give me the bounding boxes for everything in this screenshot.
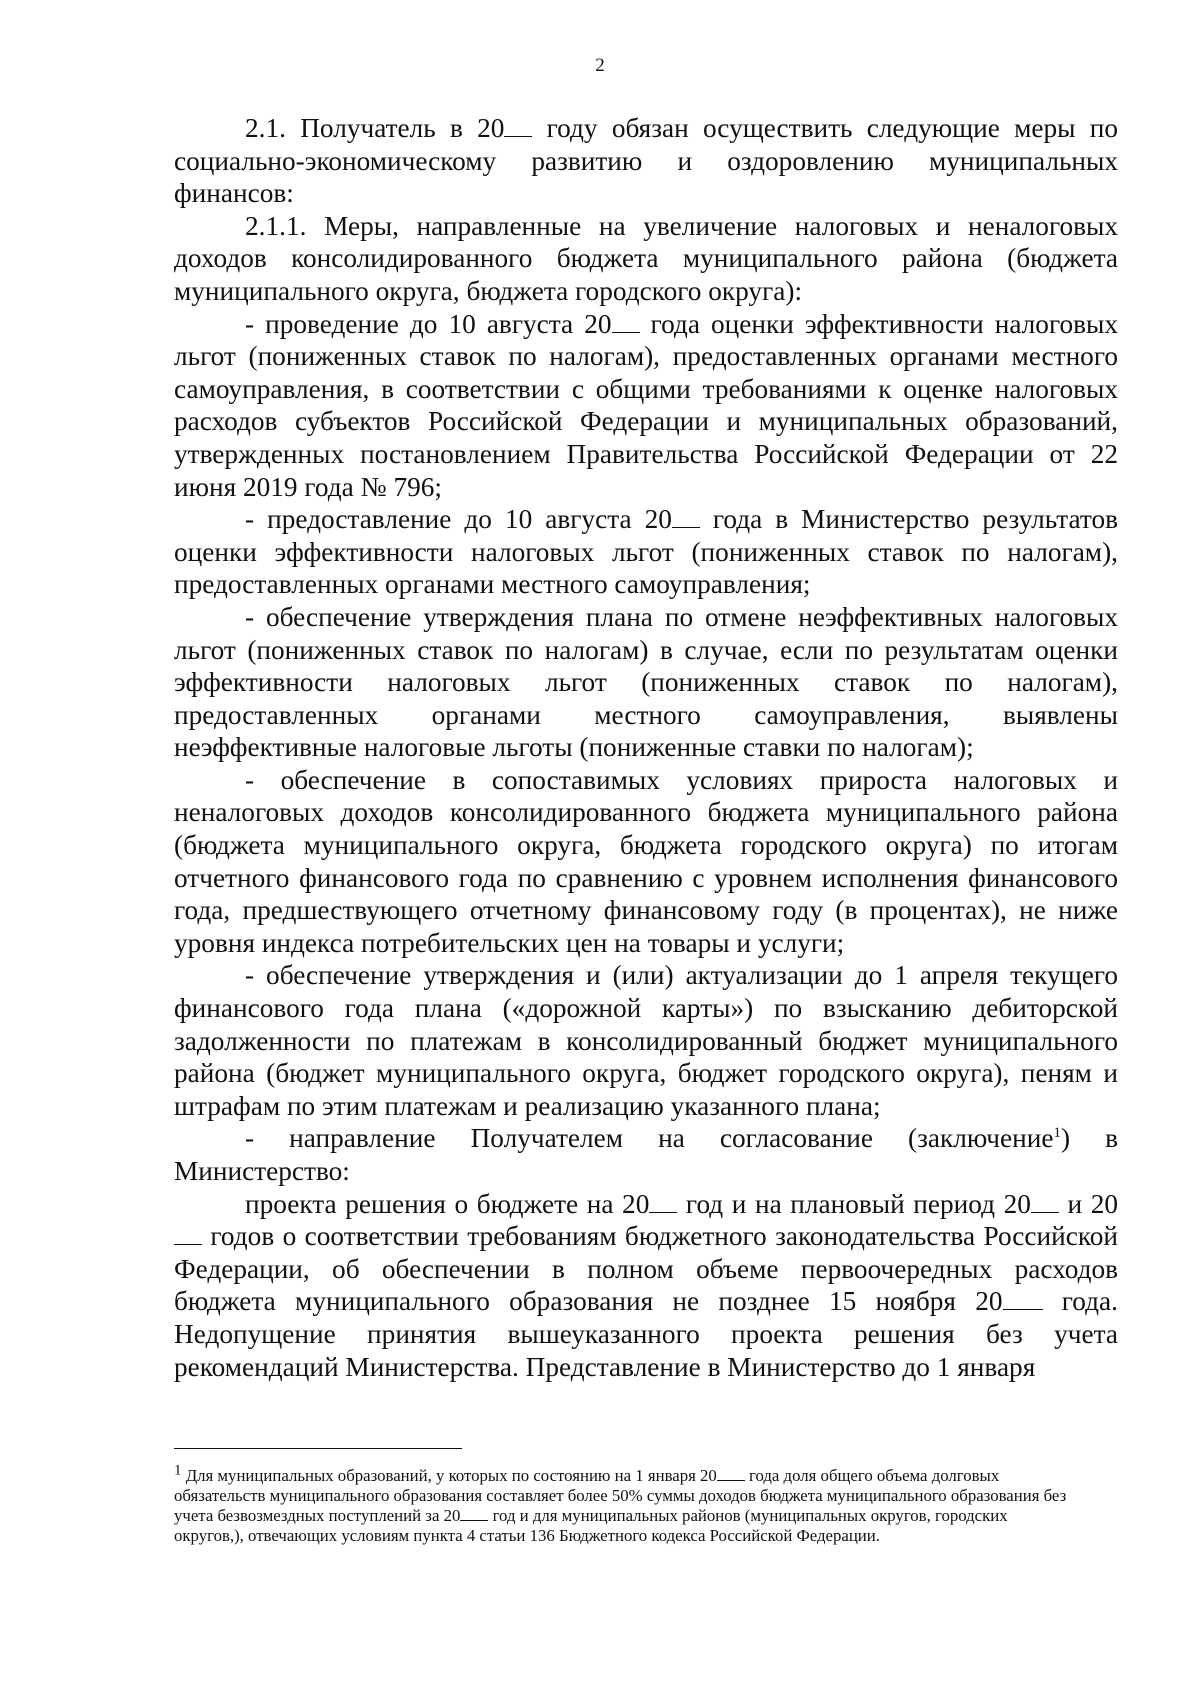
footnote-marker: 1 [174, 1462, 182, 1479]
list-item-evaluation-submission [174, 503, 1118, 601]
paragraph-text: год и на плановый период 20 [677, 1188, 1031, 1219]
paragraph-text: - проведение до 10 августа 20 [245, 308, 612, 339]
paragraph-text: 2.1. Получатель в 20 [245, 113, 505, 143]
paragraph-text: года оценки эффективности налоговых льгот (пониженных ставок по налогам), предоставленных органами местного самоуправления, в соответствии с общими требованиями к оценке налоговых расходов субъектов Российской Федерации и муниципальных образований, утвержденных постановлением Правительства Российской Федерации от 22 июня 2019 года № 796; [174, 308, 1118, 502]
paragraph-budget-draft [174, 1188, 1118, 1384]
paragraph-2-1 [174, 112, 1118, 210]
paragraph-text: - обеспечение утверждения плана по отмене неэффективных налоговых льгот (пониженных ставок по налогам) в случае, если по результатам оценки эффективности налоговых льгот (пониженных ставок по налогам), предоставленных органами местного самоуправления, выявлены неэффективные налоговые льготы (пониженные ставки по налогам); [174, 601, 1118, 763]
paragraph-2-1-1 [174, 210, 1118, 308]
blank-year-field [1003, 1287, 1043, 1310]
paragraph-text: годов о соответствии требованиям бюджетного законодательства Российской Федерации, об обеспечении в полном объеме первоочередных расходов бюджета муниципального образования не позднее 15 ноября 20 [174, 1221, 1118, 1317]
footnote-text: год и для муниципальных районов (муниципальных округов, городских округов,), отвечающих условиям пункта 4 статьи 136 Бюджетного кодекса Российской Федерации. [174, 1506, 1008, 1546]
blank-year-field [504, 114, 532, 137]
paragraph-text: - обеспечение утверждения и (или) актуализации до 1 апреля текущего финансового года плана («дорожной карты») по взысканию дебиторской задолженности по платежам в консолидированный бюджет муниципального района (бюджет муниципального округа, бюджет городского округа), пеням и штрафам по этим платежам и реализацию указанного плана; [174, 960, 1118, 1121]
paragraph-text: - направление Получателем на согласование (заключение [245, 1123, 1054, 1154]
footnote-reference: 1 [1053, 1125, 1061, 1142]
blank-year-field [649, 1190, 677, 1213]
footnote [174, 1462, 1074, 1546]
blank-year-field [612, 310, 640, 333]
list-item-roadmap [174, 959, 1118, 1122]
paragraph-text: проекта решения о бюджете на 20 [245, 1188, 650, 1219]
blank-year-field [717, 1465, 745, 1481]
paragraph-text: 2.1.1. Меры, направленные на увеличение налоговых и неналоговых доходов консолидированного бюджета муниципального района (бюджета муниципального округа, бюджета городского округа): [174, 210, 1118, 306]
paragraph-text: году обязан осуществить следующие меры по социально-экономическому развитию и оздоровлению муниципальных финансов: [174, 113, 1118, 209]
paragraph-text: - обеспечение в сопоставимых условиях прироста налоговых и неналоговых доходов консолидированного бюджета муниципального района (бюджета муниципального округа, бюджета городского округа) по итогам отчетного финансового года по сравнению с уровнем исполнения финансового года, предшествующего отчетному финансовому году (в процентах), не ниже уровня индекса потребительских цен на товары и услуги; [174, 764, 1118, 958]
document-body [174, 112, 1118, 1383]
footnote-text: Для муниципальных образований, у которых по состоянию на 1 января 20 [181, 1466, 717, 1485]
blank-year-field [1031, 1190, 1059, 1213]
list-item-tax-benefit-evaluation [174, 308, 1118, 504]
paragraph-text: ) в Министерство: [174, 1123, 1118, 1186]
paragraph-text: и 20 [1058, 1188, 1118, 1219]
list-item-submission-for-approval [174, 1122, 1118, 1187]
list-item-revenue-growth [174, 764, 1118, 960]
blank-year-field [460, 1505, 488, 1521]
list-item-cancellation-plan [174, 601, 1118, 764]
paragraph-text: года в Министерство результатов оценки эффективности налоговых льгот (пониженных ставок по налогам), предоставленных органами местного самоуправления; [174, 504, 1118, 600]
paragraph-text: года. Недопущение принятия вышеуказанного проекта решения без учета рекомендаций Министерства. Представление в Министерство до 1 января [174, 1286, 1119, 1382]
footnote-separator [174, 1448, 462, 1449]
page-number: 2 [595, 55, 605, 76]
blank-year-field [672, 505, 700, 528]
paragraph-text: - предоставление до 10 августа 20 [245, 504, 672, 535]
footnote-text: года доля общего объема долговых обязательств муниципального образования составляет более 50% суммы доходов бюджета муниципального образования без учета безвозмездных поступлений за 20 [174, 1466, 1067, 1526]
blank-year-field [174, 1222, 202, 1245]
